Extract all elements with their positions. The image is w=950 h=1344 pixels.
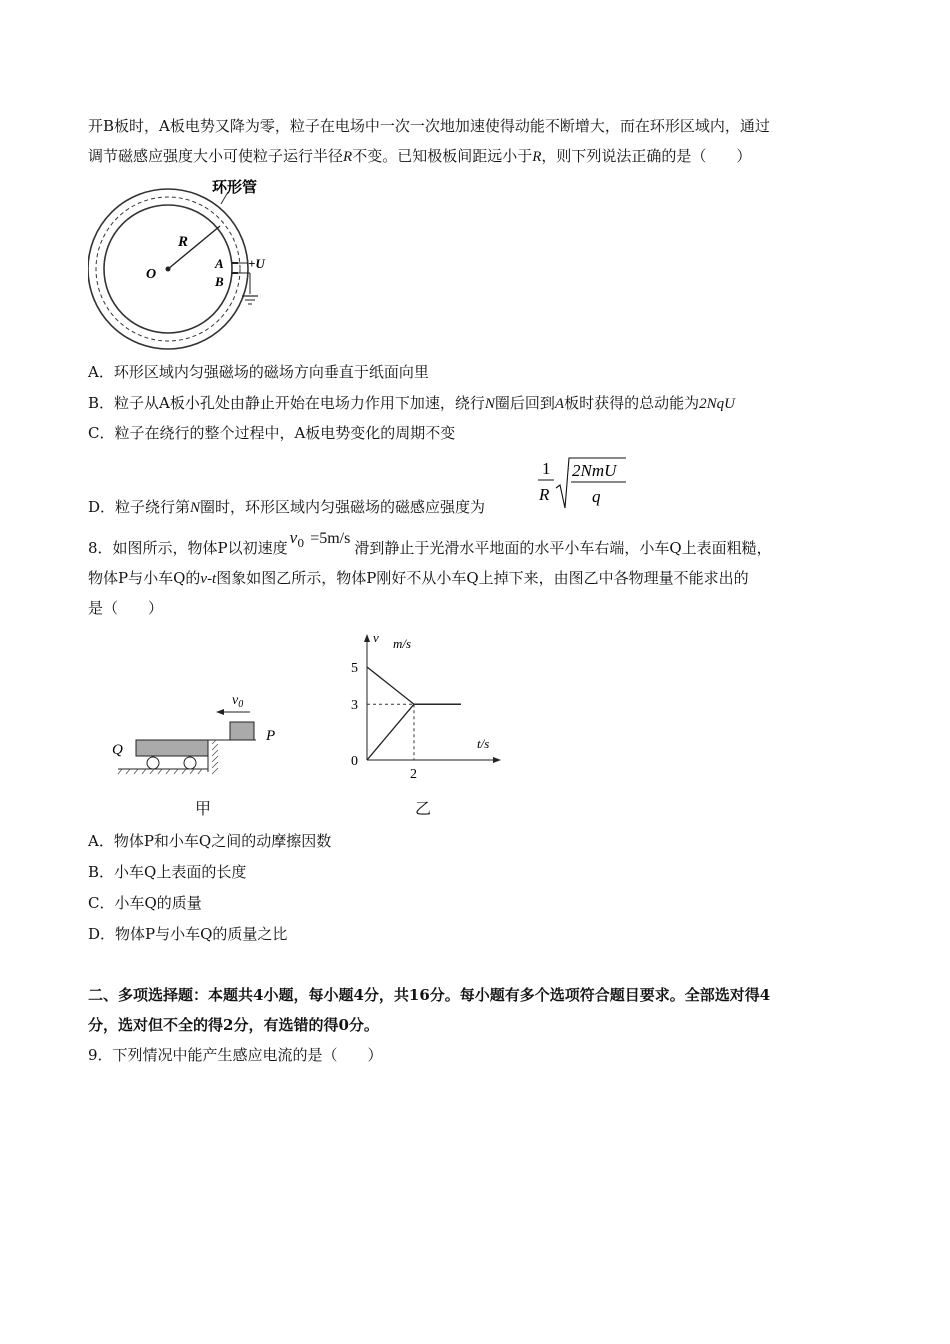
q7-option-b: B．粒子从A板小孔处由静止开始在电场力作用下加速，绕行N圈后回到A板时获得的总动能为2NqU	[88, 394, 735, 412]
plate-A	[232, 262, 238, 264]
q8-option-d: D．物体P与小车Q的质量之比	[88, 925, 288, 943]
formula-numerator: 1	[542, 459, 551, 478]
plate-B	[232, 272, 238, 274]
label-A: A	[215, 256, 224, 271]
label-P: P	[266, 728, 276, 744]
center-dot	[166, 267, 171, 272]
q7-option-c: C．粒子在绕行的整个过程中，A板电势变化的周期不变	[88, 424, 456, 442]
section2-heading-line1: 二、多项选择题：本题共4小题，每小题4分，共16分。每小题有多个选项符合题目要求。全部选对得4	[88, 986, 771, 1004]
q7-line1: 开B板时，A板电势又降为零，粒子在电场中一次一次地加速使得动能不断增大，而在环形区域内，通过	[88, 117, 770, 135]
label-U: +U	[248, 256, 265, 271]
var-R: R	[532, 149, 542, 165]
wheel-right	[184, 757, 196, 769]
y-axis-label: v	[373, 630, 379, 645]
vt-chart	[335, 624, 515, 784]
v0-symbol: v	[289, 528, 298, 547]
series-line-P	[367, 667, 461, 704]
block-P	[230, 722, 254, 740]
magnetic-field-formula	[534, 452, 634, 512]
y-tick-label-5: 5	[351, 661, 358, 676]
label-O: O	[146, 267, 157, 282]
y-tick-label-0: 0	[351, 754, 358, 769]
label-B: B	[215, 274, 224, 289]
q8-option-c: C．小车Q的质量	[88, 894, 202, 912]
formula-denominator: R	[539, 485, 550, 504]
wheel-left	[147, 757, 159, 769]
radius-line	[168, 226, 220, 269]
y-tick-label-3: 3	[351, 698, 358, 714]
q7-option-a: A．环形区域内匀强磁场的磁场方向垂直于纸面向里	[88, 363, 429, 381]
section2-heading-line2: 分，选对但不全的得2分，有选错的得0分。	[88, 1016, 379, 1034]
label-Q: Q	[112, 742, 123, 758]
label-R: R	[178, 234, 189, 250]
q8-line1: 8．如图所示，物体P以初速度$v_0 =5m/s$滑到静止于光滑水平地面的水平小车右端，小车Q上表面粗糙，	[88, 528, 772, 557]
cart-Q	[136, 740, 208, 756]
y-unit-label: m/s	[393, 636, 412, 651]
v0-value: =5m/s	[310, 530, 351, 547]
radical-denominator: q	[592, 487, 601, 506]
cart-figure	[108, 688, 298, 778]
q7-line2: 调节磁感应强度大小可使粒子运行半径R不变。已知极板间距远小于R，则下列说法正确的是（ ）	[88, 147, 752, 165]
q9-stem: 9．下列情况中能产生感应电流的是（ ）	[88, 1046, 383, 1064]
q7-option-d: D．粒子绕行第N圈时，环形区域内匀强磁场的磁感应强度为	[88, 498, 486, 516]
caption-yi: 乙	[415, 799, 432, 818]
var-R: R	[343, 149, 353, 165]
caption-jia: 甲	[195, 799, 212, 818]
ring-title: 环形管	[212, 178, 258, 196]
radical-numerator: 2NmU	[572, 461, 617, 480]
q8-line2: 物体P与小车Q的v-t图象如图乙所示，物体P刚好不从小车Q上掉下来，由图乙中各物理量不能求出的	[88, 569, 749, 587]
ring-tube-figure	[88, 174, 288, 354]
total-energy-expression: 2NqU	[699, 396, 735, 412]
label-v0: $v_0$	[232, 693, 244, 710]
x-tick-label-2: 2	[410, 767, 417, 782]
x-axis-label: t/s	[477, 736, 490, 751]
q8-line3: 是（ ）	[88, 599, 164, 617]
q8-option-a: A．物体P和小车Q之间的动摩擦因数	[88, 832, 332, 850]
q8-option-b: B．小车Q上表面的长度	[88, 863, 247, 881]
